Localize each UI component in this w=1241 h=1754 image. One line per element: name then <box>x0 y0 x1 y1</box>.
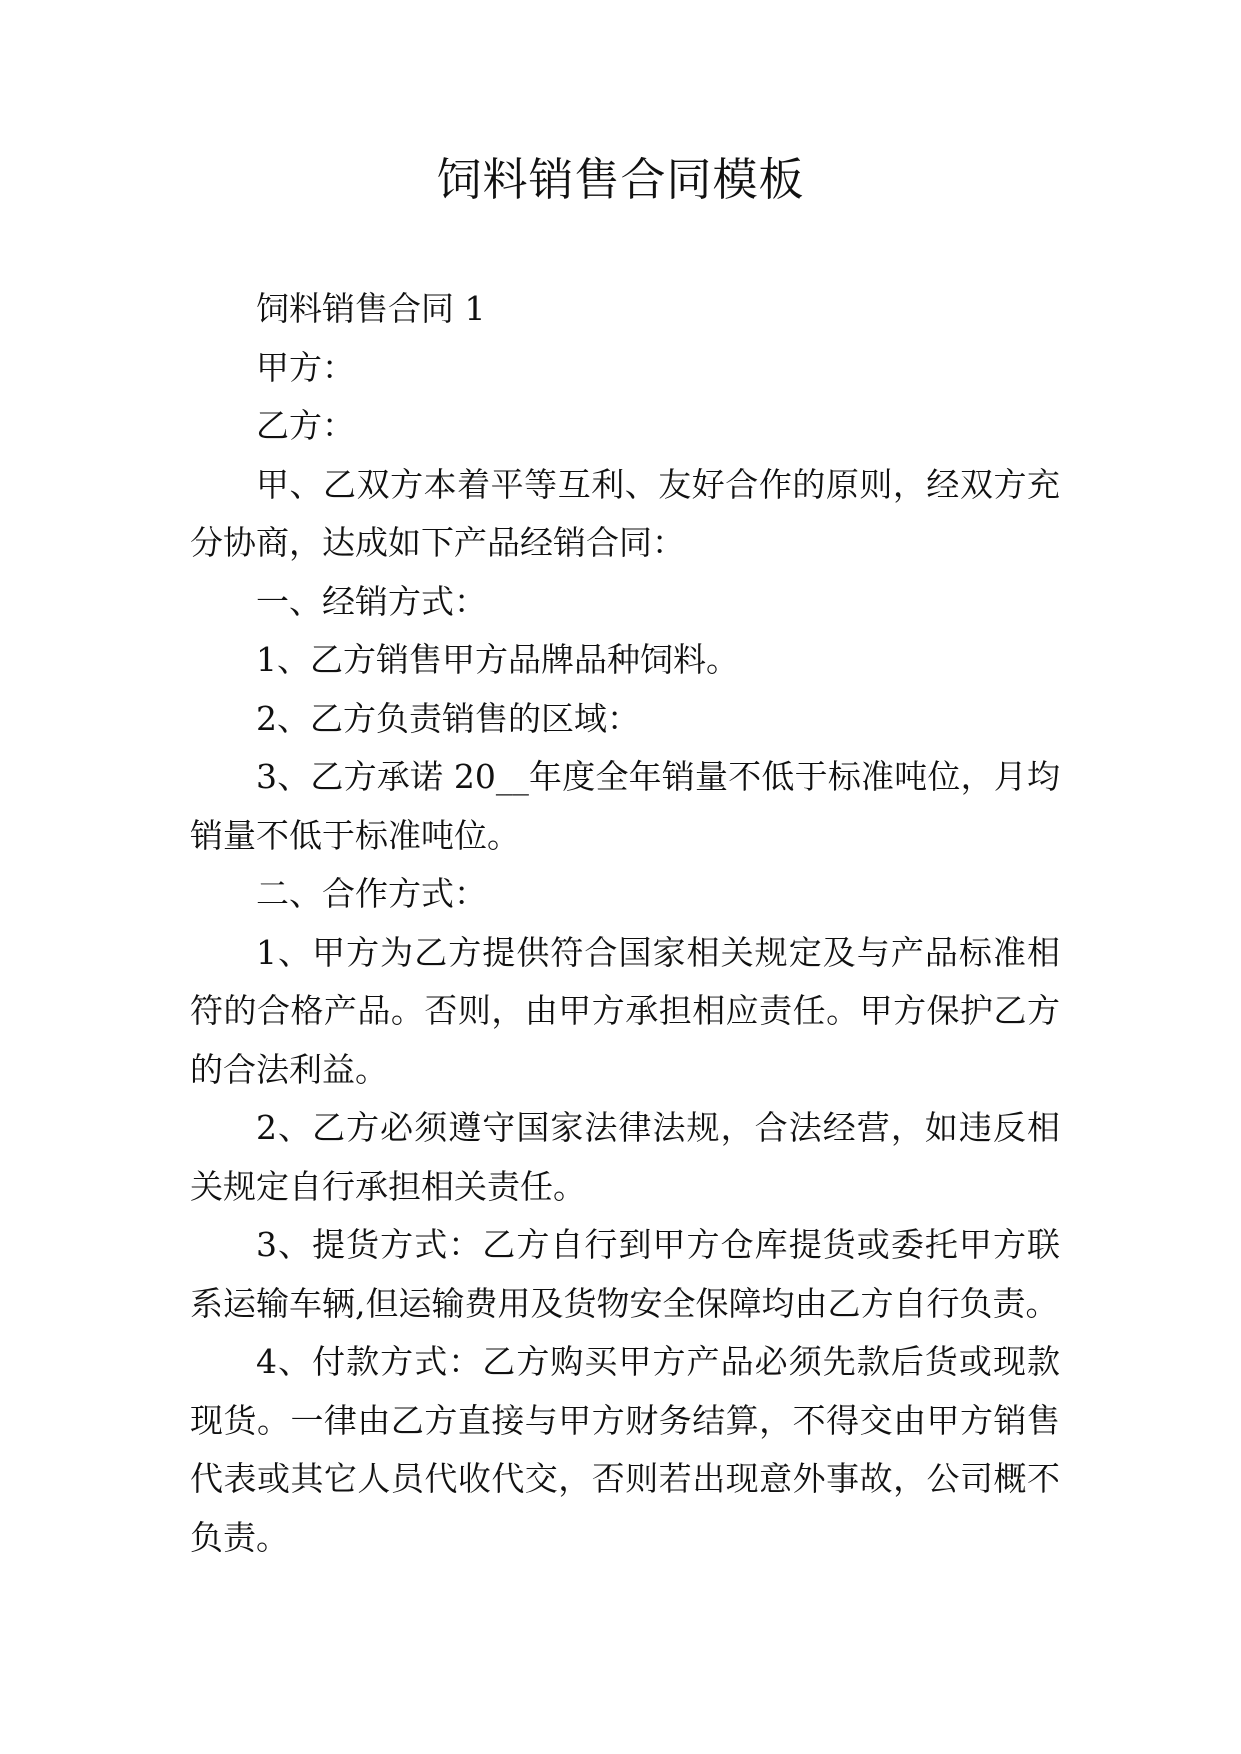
party-a-line: 甲方： <box>256 347 355 387</box>
document-body <box>190 280 1060 1567</box>
clause-1-1: 1、乙方销售甲方品牌品种饲料。 <box>256 640 739 679</box>
clause-2-2: 2、乙方必须遵守国家法律法规，合法经营，如违反相关规定自行承担相关责任。 <box>190 1108 1060 1206</box>
document-title: 饲料销售合同模板 <box>436 153 805 206</box>
clause-2-1: 1、甲方为乙方提供符合国家相关规定及与产品标准相符的合格产品。否则，由甲方承担相应责任。甲方保护乙方的合法利益。 <box>190 932 1060 1089</box>
party-b-line: 乙方： <box>256 406 355 445</box>
clause-1-3: 3、乙方承诺 20__年度全年销量不低于标准吨位，月均销量不低于标准吨位。 <box>190 757 1060 855</box>
section-heading-distribution: 一、经销方式： <box>256 581 487 621</box>
clause-2-3: 3、提货方式：乙方自行到甲方仓库提货或委托甲方联系运输车辆,但运输费用及货物安全保障均由乙方自行负责。 <box>190 1225 1060 1323</box>
clause-1-2: 2、乙方负责销售的区域： <box>256 698 640 738</box>
clause-2-4: 4、付款方式：乙方购买甲方产品必须先款后货或现款现货。一律由乙方直接与甲方财务结算，不得交由甲方销售代表或其它人员代收代交，否则若出现意外事故，公司概不负责。 <box>190 1342 1060 1557</box>
preamble-paragraph: 甲、乙双方本着平等互利、友好合作的原则，经双方充分协商，达成如下产品经销合同： <box>190 464 1060 562</box>
contract-subtitle: 饲料销售合同 1 <box>256 289 486 328</box>
section-heading-cooperation: 二、合作方式： <box>256 874 487 913</box>
